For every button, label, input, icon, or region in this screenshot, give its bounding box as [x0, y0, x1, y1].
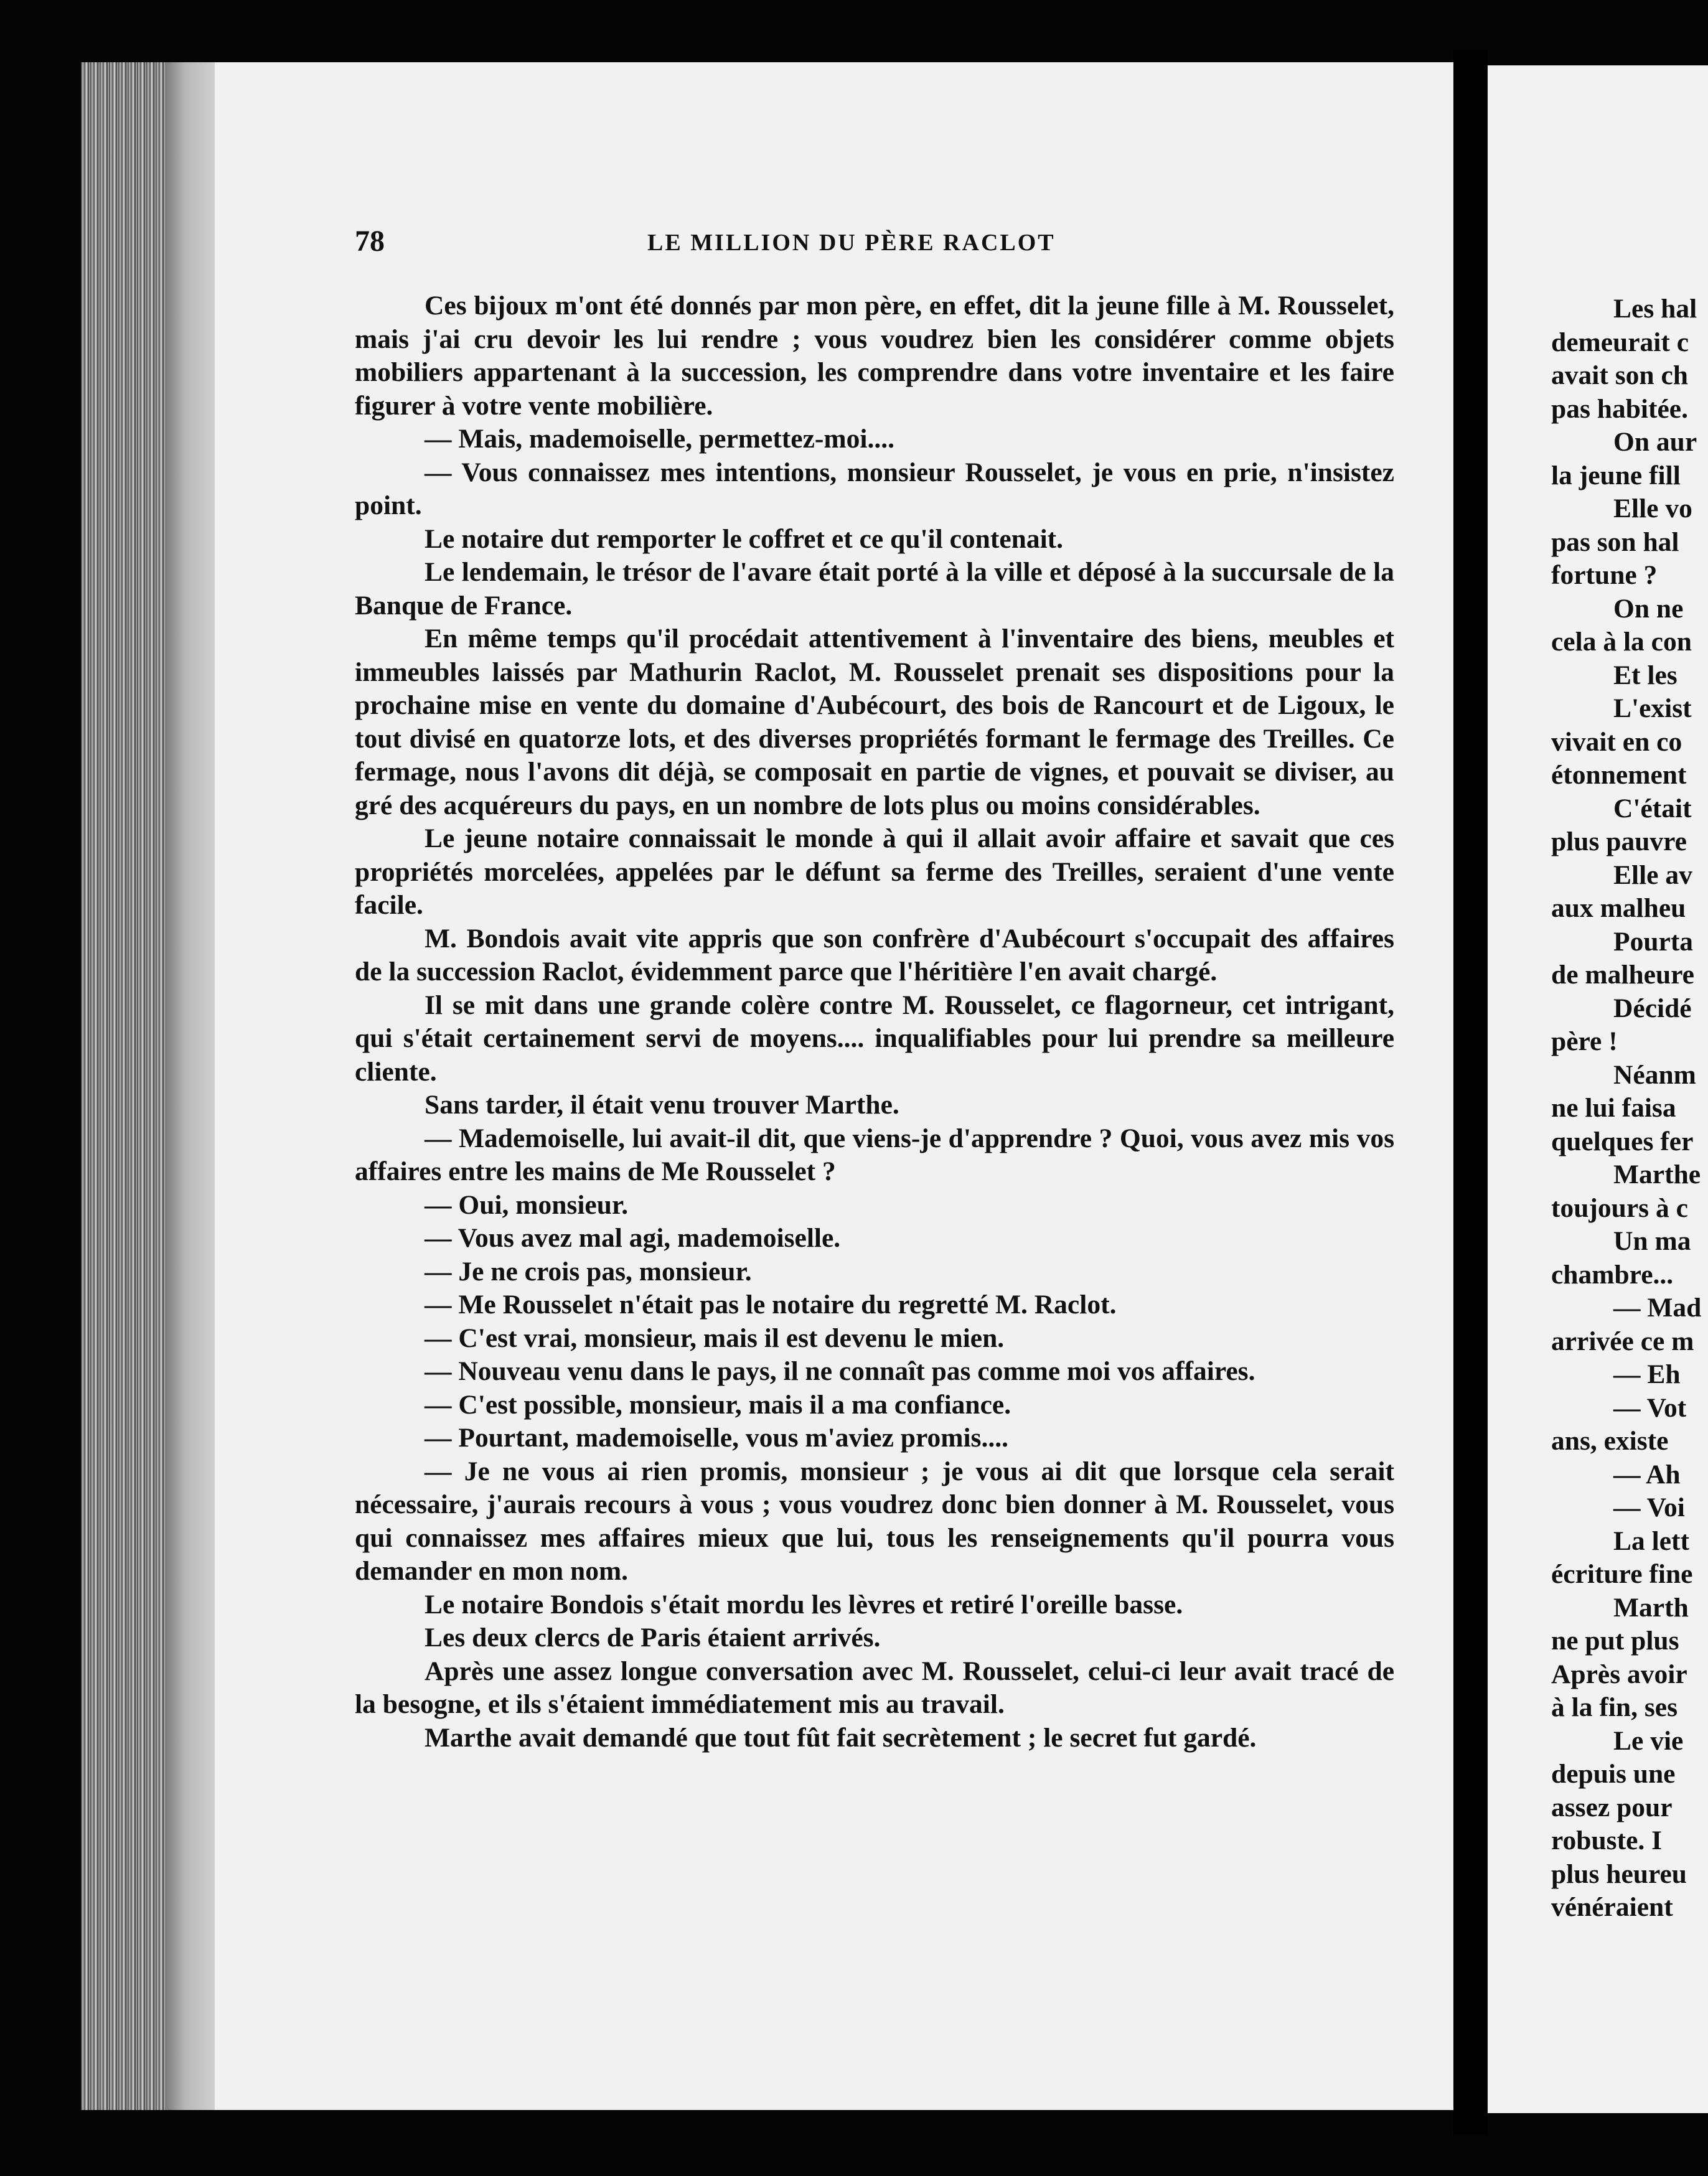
- paragraph: Il se mit dans une grande colère contre M. Rousselet, ce flagorneur, cet intrigant, qui s'était certainement servi de moyens.... inqualifiables pour lui prendre sa meilleure cliente.: [355, 990, 1394, 1087]
- right-page-line: Elle vo: [1613, 494, 1692, 523]
- right-page-line: ne lui faisa: [1551, 1093, 1676, 1123]
- paragraph: — Vous avez mal agi, mademoiselle.: [425, 1223, 841, 1253]
- right-page-line: vénéraient: [1551, 1892, 1673, 1922]
- right-page-line: Elle av: [1613, 860, 1692, 890]
- right-page-line: la jeune fill: [1551, 460, 1681, 490]
- right-page-line: Marth: [1613, 1592, 1689, 1623]
- paragraph: Les deux clercs de Paris étaient arrivés.: [425, 1623, 881, 1653]
- running-title: LE MILLION DU PÈRE RACLOT: [647, 230, 1056, 256]
- right-page-line: aux malheu: [1551, 893, 1686, 923]
- paragraph: — Mais, mademoiselle, permettez-moi....: [425, 424, 894, 454]
- right-page-line: L'exist: [1613, 693, 1692, 723]
- paragraph: Marthe avait demandé que tout fût fait secrètement ; le secret fut gardé.: [425, 1722, 1257, 1753]
- right-page-line: Le vie: [1613, 1725, 1684, 1756]
- right-page-line: quelques fer: [1551, 1126, 1694, 1156]
- paragraph: Après une assez longue conversation avec M. Rousselet, celui-ci leur avait tracé de la besogne, et ils s'étaient immédiatement mis au travail.: [355, 1656, 1394, 1719]
- right-page-line: père !: [1551, 1026, 1618, 1056]
- page-edge-shadow: [165, 62, 215, 2110]
- right-page-line: Néanm: [1613, 1059, 1696, 1090]
- right-page-line: On aur: [1613, 427, 1697, 457]
- right-page-line: Après avoir: [1551, 1659, 1687, 1689]
- right-page-line: vivait en co: [1551, 726, 1682, 757]
- paragraph: Le jeune notaire connaissait le monde à qui il allait avoir affaire et savait que ces propriétés morcelées, appelées par le défunt sa ferme des Treilles, seraient d'une vente facile.: [355, 823, 1394, 920]
- paragraph: Le notaire Bondois s'était mordu les lèvres et retiré l'oreille basse.: [425, 1589, 1183, 1620]
- right-page: [1488, 65, 1708, 2113]
- right-page-line: assez pour: [1551, 1792, 1673, 1822]
- right-page-line: robuste. I: [1551, 1826, 1663, 1855]
- page-header: [355, 224, 1394, 261]
- paragraph: Sans tarder, il était venu trouver Marthe.: [425, 1090, 899, 1120]
- right-page-line: fortune ?: [1551, 560, 1658, 590]
- right-page-line: Marthe: [1613, 1160, 1701, 1189]
- right-page-line: — Eh: [1613, 1359, 1681, 1389]
- right-page-line: C'était: [1613, 793, 1692, 823]
- right-page-line: pas habitée.: [1551, 393, 1688, 424]
- right-page-line: cela à la con: [1551, 627, 1692, 657]
- right-page-line: On ne: [1613, 593, 1684, 624]
- paragraph: — C'est possible, monsieur, mais il a ma confiance.: [425, 1389, 1011, 1420]
- right-page-line: Un ma: [1613, 1226, 1691, 1256]
- right-page-line: plus pauvre: [1551, 827, 1687, 856]
- right-page-line: à la fin, ses: [1551, 1692, 1678, 1722]
- right-page-line: Et les: [1613, 660, 1678, 690]
- paragraph: — Pourtant, mademoiselle, vous m'aviez promis....: [425, 1423, 1008, 1453]
- paragraph: — Vous connaissez mes intentions, monsieur Rousselet, je vous en prie, n'insistez point.: [355, 457, 1394, 520]
- right-page-line: arrivée ce m: [1551, 1326, 1694, 1356]
- right-page-line: toujours à c: [1551, 1193, 1688, 1223]
- right-page-line: — Voi: [1613, 1493, 1685, 1522]
- paragraph: En même temps qu'il procédait attentivement à l'inventaire des biens, meubles et immeubles laissés par Mathurin Raclot, M. Rousselet prenait ses dispositions pour la prochaine mise en vente du domaine d'Aubécourt, des bois de Rancourt et de Ligoux, le tout divisé en quatorze lots, et des diverses propriétés formant le fermage des Treilles. Ce fermage, nous l'avons dit déjà, se composait en partie de vignes, et pouvait se diviser, au gré des acquéreurs du pays, en un nombre de lots plus ou moins considérables.: [355, 624, 1394, 820]
- right-page-line: La lett: [1613, 1526, 1690, 1556]
- right-page-line: — Mad: [1613, 1293, 1702, 1323]
- right-page-line: pas son hal: [1551, 527, 1679, 557]
- paragraph: Le lendemain, le trésor de l'avare était porté à la ville et déposé à la succursale de la Banque de France.: [355, 557, 1394, 621]
- paragraph: — Je ne vous ai rien promis, monsieur ; je vous ai dit que lorsque cela serait nécessaire, j'aurais recours à vous ; vous voudrez donc bien donner à M. Rousselet, vous qui connaissez mes affaires mieux que lui, tous les renseignements qu'il pourra vous demander en mon nom.: [355, 1456, 1394, 1586]
- paragraph: M. Bondois avait vite appris que son confrère d'Aubécourt s'occupait des affaires de la succession Raclot, évidemment parce que l'héritière l'en avait chargé.: [355, 923, 1394, 987]
- paragraph: — Oui, monsieur.: [425, 1189, 629, 1220]
- page-number: 78: [355, 225, 385, 258]
- paragraph: — Je ne crois pas, monsieur.: [425, 1256, 752, 1287]
- paragraph: Le notaire dut remporter le coffret et ce qu'il contenait.: [425, 523, 1064, 554]
- right-page-line: Décidé: [1613, 993, 1692, 1023]
- right-page-line: — Vot: [1613, 1392, 1687, 1423]
- book-gutter: [1453, 50, 1488, 2135]
- body-text: [355, 289, 1394, 1755]
- right-page-line: étonnement: [1551, 760, 1687, 790]
- right-page-line: chambre...: [1551, 1259, 1674, 1290]
- paragraph: — Me Rousselet n'était pas le notaire du regretté M. Raclot.: [425, 1290, 1117, 1320]
- paragraph: Ces bijoux m'ont été donnés par mon père, en effet, dit la jeune fille à M. Rousselet, mais j'ai cru devoir les lui rendre ; vous voudrez bien les considérer comme objets mobiliers appartenant à la succession, les comprendre dans votre inventaire et les faire figurer à votre vente mobilière.: [355, 291, 1394, 421]
- right-page-line: ans, existe: [1551, 1426, 1669, 1456]
- right-page-text: [1551, 293, 1708, 1925]
- right-page-line: demeurait c: [1551, 327, 1689, 357]
- right-page-line: depuis une: [1551, 1759, 1676, 1789]
- right-page-line: — Ah: [1613, 1459, 1681, 1489]
- paragraph: — Mademoiselle, lui avait-il dit, que viens-je d'apprendre ? Quoi, vous avez mis vos affaires entre les mains de Me Rousselet ?: [355, 1123, 1394, 1186]
- right-page-line: Les hal: [1613, 294, 1697, 324]
- right-page-line: ne put plus: [1551, 1626, 1679, 1656]
- right-page-line: Pourta: [1613, 926, 1694, 957]
- right-page-line: écriture fine: [1551, 1559, 1693, 1589]
- right-page-line: de malheure: [1551, 960, 1694, 990]
- right-page-line: plus heureu: [1551, 1859, 1687, 1889]
- paragraph: — Nouveau venu dans le pays, il ne connaît pas comme moi vos affaires.: [425, 1356, 1255, 1386]
- paragraph: — C'est vrai, monsieur, mais il est devenu le mien.: [425, 1323, 1005, 1353]
- right-page-line: avait son ch: [1551, 360, 1688, 390]
